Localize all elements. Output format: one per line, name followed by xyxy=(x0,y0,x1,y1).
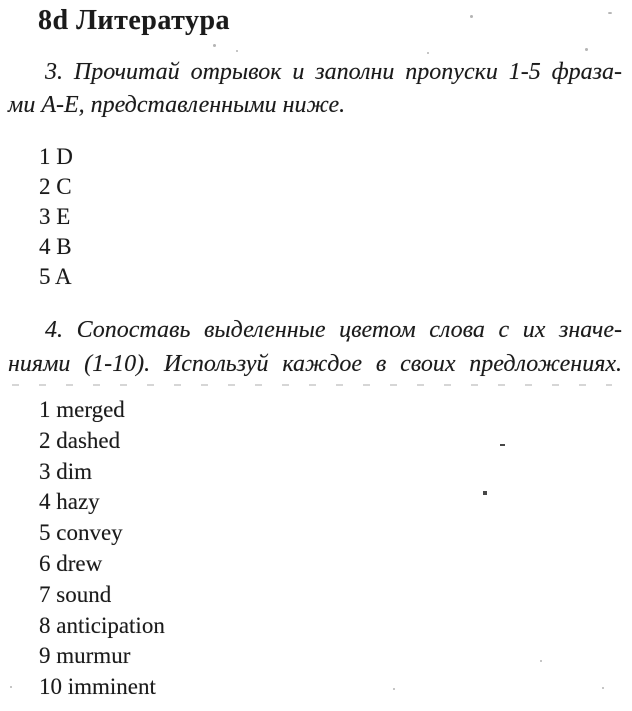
exercise-4-task xyxy=(8,313,622,381)
page-title: 8d Литература xyxy=(38,5,231,36)
scan-speck xyxy=(470,15,473,18)
scan-speck xyxy=(483,491,487,495)
scan-speck xyxy=(213,44,216,47)
scan-speck xyxy=(236,50,238,52)
task-text-line: ми А-Е, представленными ниже. xyxy=(8,92,346,118)
answer-item: 3 E xyxy=(39,204,71,229)
scan-speck xyxy=(608,12,612,14)
scan-speckle-row xyxy=(12,384,612,386)
scan-speck xyxy=(393,688,395,690)
task-text-line: 3. Прочитай отрывок и заполни пропуски 1-5 фраза- xyxy=(45,59,622,85)
task-text-line: ниями (1-10). Используй каждое в своих предложениях. xyxy=(8,351,622,377)
scan-speck xyxy=(602,687,604,689)
scan-speck xyxy=(585,48,588,51)
answer-item: 8 anticipation xyxy=(39,612,165,638)
exercise-4-answers xyxy=(39,395,165,703)
scan-speck xyxy=(427,52,429,54)
answer-item: 3 dim xyxy=(39,458,93,484)
exercise-3-answers xyxy=(39,142,73,292)
answer-item: 4 B xyxy=(39,234,72,259)
answer-item: 1 merged xyxy=(39,397,125,422)
answer-item: 1 D xyxy=(39,144,73,169)
answer-item: 4 hazy xyxy=(39,489,100,515)
scan-speck xyxy=(500,444,505,446)
answer-item: 6 drew xyxy=(39,550,103,576)
task-text-line: 4. Сопоставь выделенные цветом слова с их значе- xyxy=(45,317,622,343)
answer-item: 5 A xyxy=(39,264,72,289)
answer-item: 10 imminent xyxy=(39,674,156,700)
scan-speck xyxy=(540,660,542,662)
scan-speck xyxy=(10,686,12,688)
answer-item: 9 murmur xyxy=(39,643,131,669)
answer-item: 2 dashed xyxy=(39,427,121,453)
answer-item: 2 C xyxy=(39,174,72,199)
exercise-3-task xyxy=(8,56,622,122)
answer-item: 5 convey xyxy=(39,520,123,546)
answer-item: 7 sound xyxy=(39,581,112,607)
